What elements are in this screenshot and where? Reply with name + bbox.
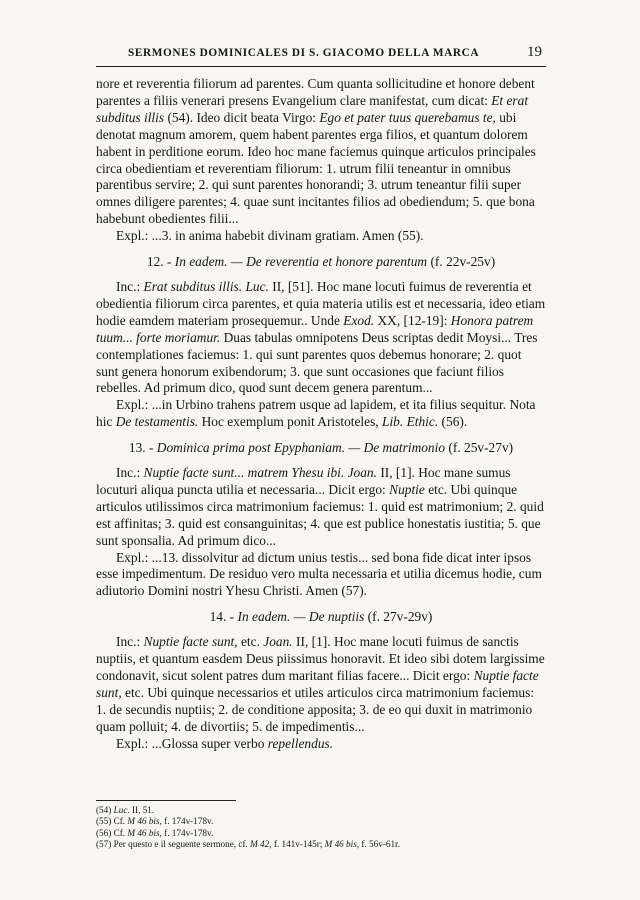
italic-span: Nuptie facte sunt, — [96, 668, 539, 700]
explicit-line — [96, 228, 546, 245]
italic-span: repellendus. — [267, 735, 334, 751]
italic-span: Nuptie — [389, 481, 425, 497]
italic-span: M 42, — [250, 839, 272, 850]
footnote-56 — [96, 828, 546, 839]
italic-span: Erat subditus illis. Luc. — [143, 278, 269, 294]
text-span: Expl.: ...13. dissolvitur ad dictum unius testis... sed bona fide dicat inter ipsos esse impedimentum. De residuo vero multa necessaria et utilia dicemus hodie, cum adiutorio Domini nostri Yhesu Christi. Amen (57). — [96, 549, 542, 599]
running-head-title: SERMONES DOMINICALES DI S. GIACOMO DELLA MARCA — [128, 47, 480, 59]
running-head — [96, 44, 546, 67]
italic-span: Et erat subditus illis — [96, 92, 529, 125]
text-span: Duas tabulas omnipotens Deus scriptas dedit Moysi... Tres contemplationes faciemus: 1. qui sunt parentes quos debemus honorare; 2. quot sunt genera honorum exibendorum; 3. que sunt occasiones que faciunt filios rebelles. Ad primum dico, quod sunt decem genera parentum... — [96, 329, 538, 396]
italic-span: Ego et pater tuus querebamus te, — [319, 109, 496, 125]
text-span: 14. - — [209, 609, 238, 625]
text-span: Expl.: ...Glossa super verbo — [116, 735, 268, 751]
footnote-55 — [96, 816, 546, 827]
text-span: 12. - — [146, 254, 175, 270]
incipit-13 — [96, 465, 546, 550]
italic-span: M 46 bis, — [127, 816, 162, 827]
italic-span: Nuptie facte sunt, — [143, 634, 238, 650]
footnote-54 — [96, 805, 546, 816]
text-span: II, 51. — [129, 805, 155, 815]
page-number: 19 — [527, 44, 542, 60]
text-span: II, [51]. Hoc mane locuti fuimus de reverentia et obedientia filiorum circa parentes, et quia materia utilis est et necessaria, ideo etiam hodie eamdem materiam prosequemur.. Unde — [96, 278, 546, 328]
sermon-heading-13 — [96, 440, 546, 457]
text-span: (54) — [96, 805, 114, 815]
sermon-heading-14 — [96, 609, 546, 626]
italic-span: Dominica prima post Epyphaniam. — De matrimonio — [156, 440, 446, 456]
text-span: (f. 25v-27v) — [445, 440, 514, 456]
italic-span: M 46 bis, — [127, 827, 162, 838]
italic-span: Luc. — [113, 805, 130, 815]
text-span: (54). Ideo dicit beata Virgo: — [164, 109, 320, 125]
text-span: f. 56v-61r. — [359, 839, 400, 850]
explicit-13 — [96, 550, 546, 601]
text-span: II, [1]. Hoc mane locuti fuimus de sanctis nuptiis, et quantum easdem Deus piissimus honoravit. Et ideo sibi dotem largissime condonavit, sicut solent patres dum maritant filias facere... Dicit ergo: — [96, 634, 545, 683]
text-span: nore et reverentia filiorum ad parentes. Cum quanta sollicitudine et honore debent parentes a filiis venerari presens Evangelium clare manifestat, cum dicat: — [96, 76, 535, 108]
italic-span: In eadem. — De nuptiis — [237, 609, 365, 625]
text-span: (f. 22v-25v) — [427, 254, 496, 270]
page-body — [96, 76, 546, 753]
text-span: Inc.: — [116, 465, 144, 481]
italic-span: Honora patrem tuum... forte moriamur. — [96, 312, 534, 345]
text-span: f. 141v-145r; — [271, 839, 325, 850]
incipit-12 — [96, 279, 546, 397]
paragraph-continuation — [96, 76, 546, 228]
sermon-heading-12 — [96, 254, 546, 271]
text-span: (55) Cf. — [96, 816, 128, 827]
text-span: Expl.: ...in Urbino trahens patrem usque ad lapidem, et ita filius sequitur. Nota hic — [96, 397, 536, 430]
text-span: 13. - — [128, 440, 157, 456]
text-span: (56). — [438, 414, 468, 430]
italic-span: Exod. — [343, 312, 375, 328]
explicit-14 — [96, 736, 546, 753]
text-span: etc. — [237, 634, 264, 650]
footnote-57 — [96, 839, 546, 850]
italic-span: M 46 bis, — [324, 839, 360, 850]
text-span: Expl.: ...3. in anima habebit divinam gratiam. Amen (55). — [116, 228, 424, 244]
text-span: f. 174v-178v. — [161, 827, 214, 838]
explicit-12 — [96, 397, 546, 431]
italic-span: Joan. — [263, 634, 293, 650]
text-span: ubi denotat magnum amorem, quem habent parentes erga filios, et quantum dolorem habent in perditione eorum. Ideo hoc mane faciemus quinque articulos principales circa obedientiam et reverentiam filiorum: 1. utrum filii teneantur in omnibus parentibus servire; 2. qui sunt parentes honorandi; 3. utrum teneantur filii super omnes diligere parentes; 4. quae sunt incitantes filios ad obediendum; 5. que bona habebunt obedientes filii... — [96, 109, 536, 227]
italic-span: Lib. Ethic. — [382, 414, 439, 430]
text-span: Inc.: — [116, 278, 144, 294]
text-span: (56) Cf. — [96, 827, 128, 838]
italic-span: In eadem. — De reverentia et honore parentum — [174, 254, 428, 270]
italic-span: Nuptie facte sunt... matrem Yhesu ibi. Joan. — [143, 465, 377, 481]
text-span: (f. 27v-29v) — [364, 609, 433, 625]
footnote-rule — [96, 800, 236, 801]
text-span: etc. Ubi quinque articulos utilissimos circa matrimonium faciemus: 1. quid est matrimonium; 2. quid est affinitas; 3. quid est consanguinitas; 4. que est publice honestatis iustitia; 5. que sunt sponsalia. Ad primum dico... — [96, 481, 544, 548]
text-span: f. 174v-178v. — [161, 816, 214, 827]
italic-span: De testamentis. — [115, 414, 199, 430]
footnotes — [96, 800, 546, 851]
incipit-14 — [96, 634, 546, 735]
text-span: II, [1]. Hoc mane sumus locuturi aliqua puncta utilia et necessaria... Dicit ergo: — [96, 465, 511, 497]
text-span: etc. Ubi quinque necessarios et utiles articulos circa matrimonium faciemus: 1. de secundis nuptiis; 2. de conditione apposita; 3. de eo qui duxit in matrimonio quam polluit; 4. de divortiis; 5. de impedimentis... — [96, 684, 535, 734]
text-span: Hoc exemplum ponit Aristoteles, — [198, 414, 383, 430]
text-span: Inc.: — [116, 634, 144, 650]
text-span: XX, [12-19]: — [374, 312, 451, 328]
text-span: (57) Per questo e il seguente sermone, cf. — [96, 839, 251, 850]
